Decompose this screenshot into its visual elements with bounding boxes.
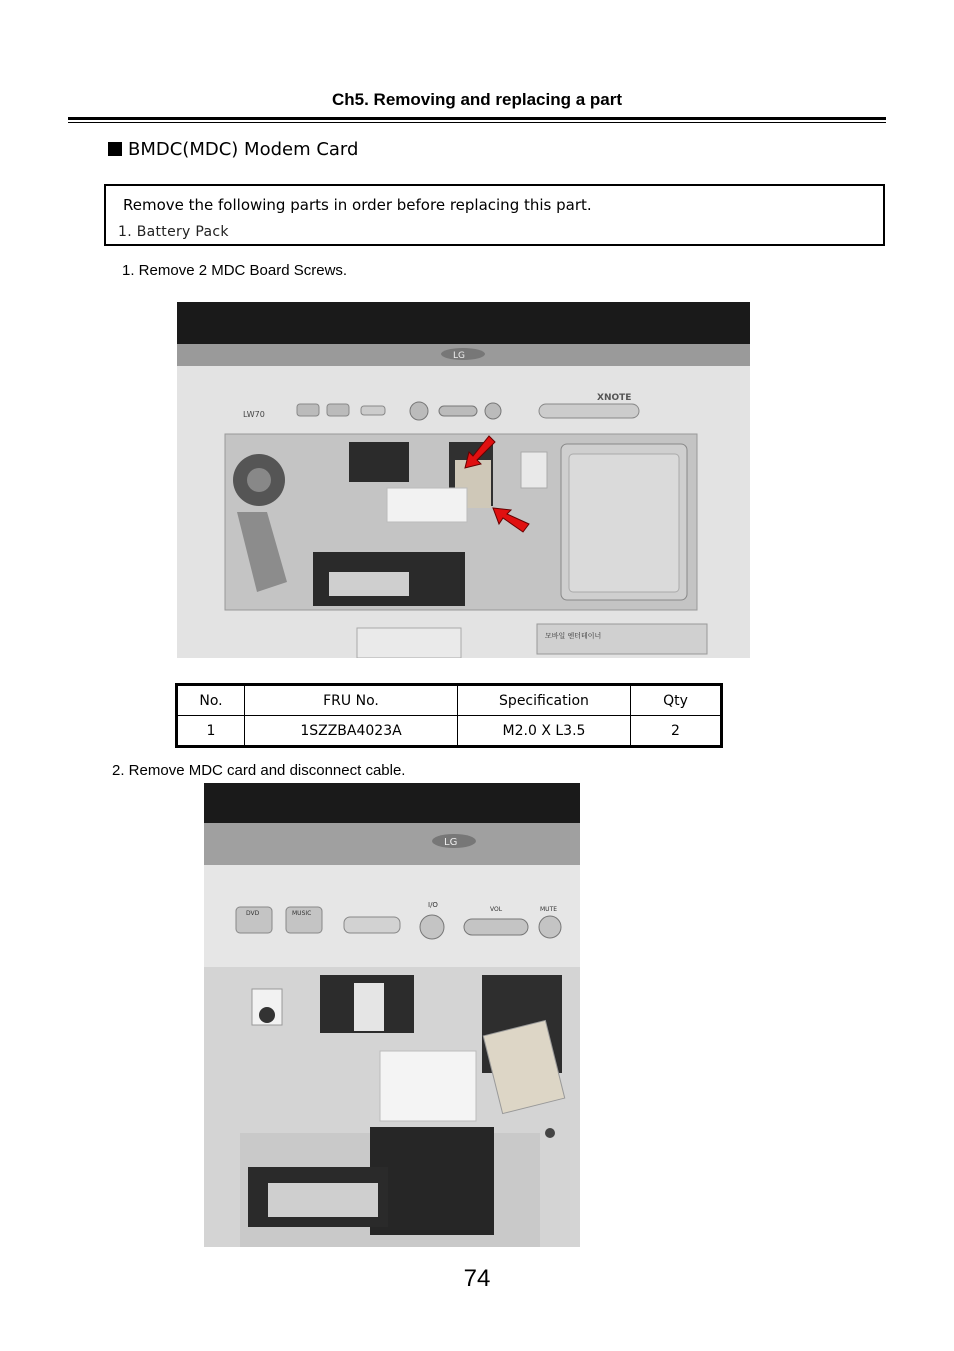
table-row <box>177 716 722 747</box>
lg-logo-1: LG <box>453 351 465 361</box>
header-rule-thin <box>68 122 886 123</box>
model-label: LW70 <box>243 410 265 419</box>
table-header-row <box>177 685 722 716</box>
cell-qty: 2 <box>631 716 722 747</box>
cell-fru-no: 1SZZBA4023A <box>245 716 458 747</box>
vol-label: VOL <box>490 906 503 913</box>
korean-sticker: 모바일 엔터테이너 <box>545 632 602 640</box>
header-rule-thick <box>68 117 886 120</box>
cell-specification: M2.0 X L3.5 <box>458 716 631 747</box>
col-specification: Specification <box>458 685 631 716</box>
io-label: I/O <box>428 901 438 909</box>
step-2-text: 2. Remove MDC card and disconnect cable. <box>112 762 406 779</box>
col-fru-no: FRU No. <box>245 685 458 716</box>
laptop-photo-2 <box>204 783 580 1247</box>
prerequisite-item: 1. Battery Pack <box>118 224 229 240</box>
section-heading <box>108 139 358 160</box>
step-1-text: 1. Remove 2 MDC Board Screws. <box>122 262 348 279</box>
prerequisite-box <box>104 184 885 246</box>
music-label: MUSIC <box>292 910 312 917</box>
photo-remove-card <box>204 783 580 1247</box>
fru-table <box>175 683 723 748</box>
brand-logo: XNOTE <box>597 393 632 403</box>
prerequisite-intro: Remove the following parts in order before replacing this part. <box>123 196 592 214</box>
section-title: BMDC(MDC) Modem Card <box>128 139 359 160</box>
laptop-photo-1 <box>177 302 750 658</box>
square-bullet-icon <box>108 142 122 156</box>
cell-no: 1 <box>177 716 245 747</box>
chapter-title: Ch5. Removing and replacing a part <box>331 90 622 109</box>
col-qty: Qty <box>631 685 722 716</box>
dvd-label: DVD <box>246 910 260 917</box>
photo-remove-screws <box>177 302 750 658</box>
lg-logo-2: LG <box>444 837 458 848</box>
col-no: No. <box>177 685 245 716</box>
mute-label: MUTE <box>540 906 558 913</box>
page-number: 74 <box>463 1265 491 1292</box>
